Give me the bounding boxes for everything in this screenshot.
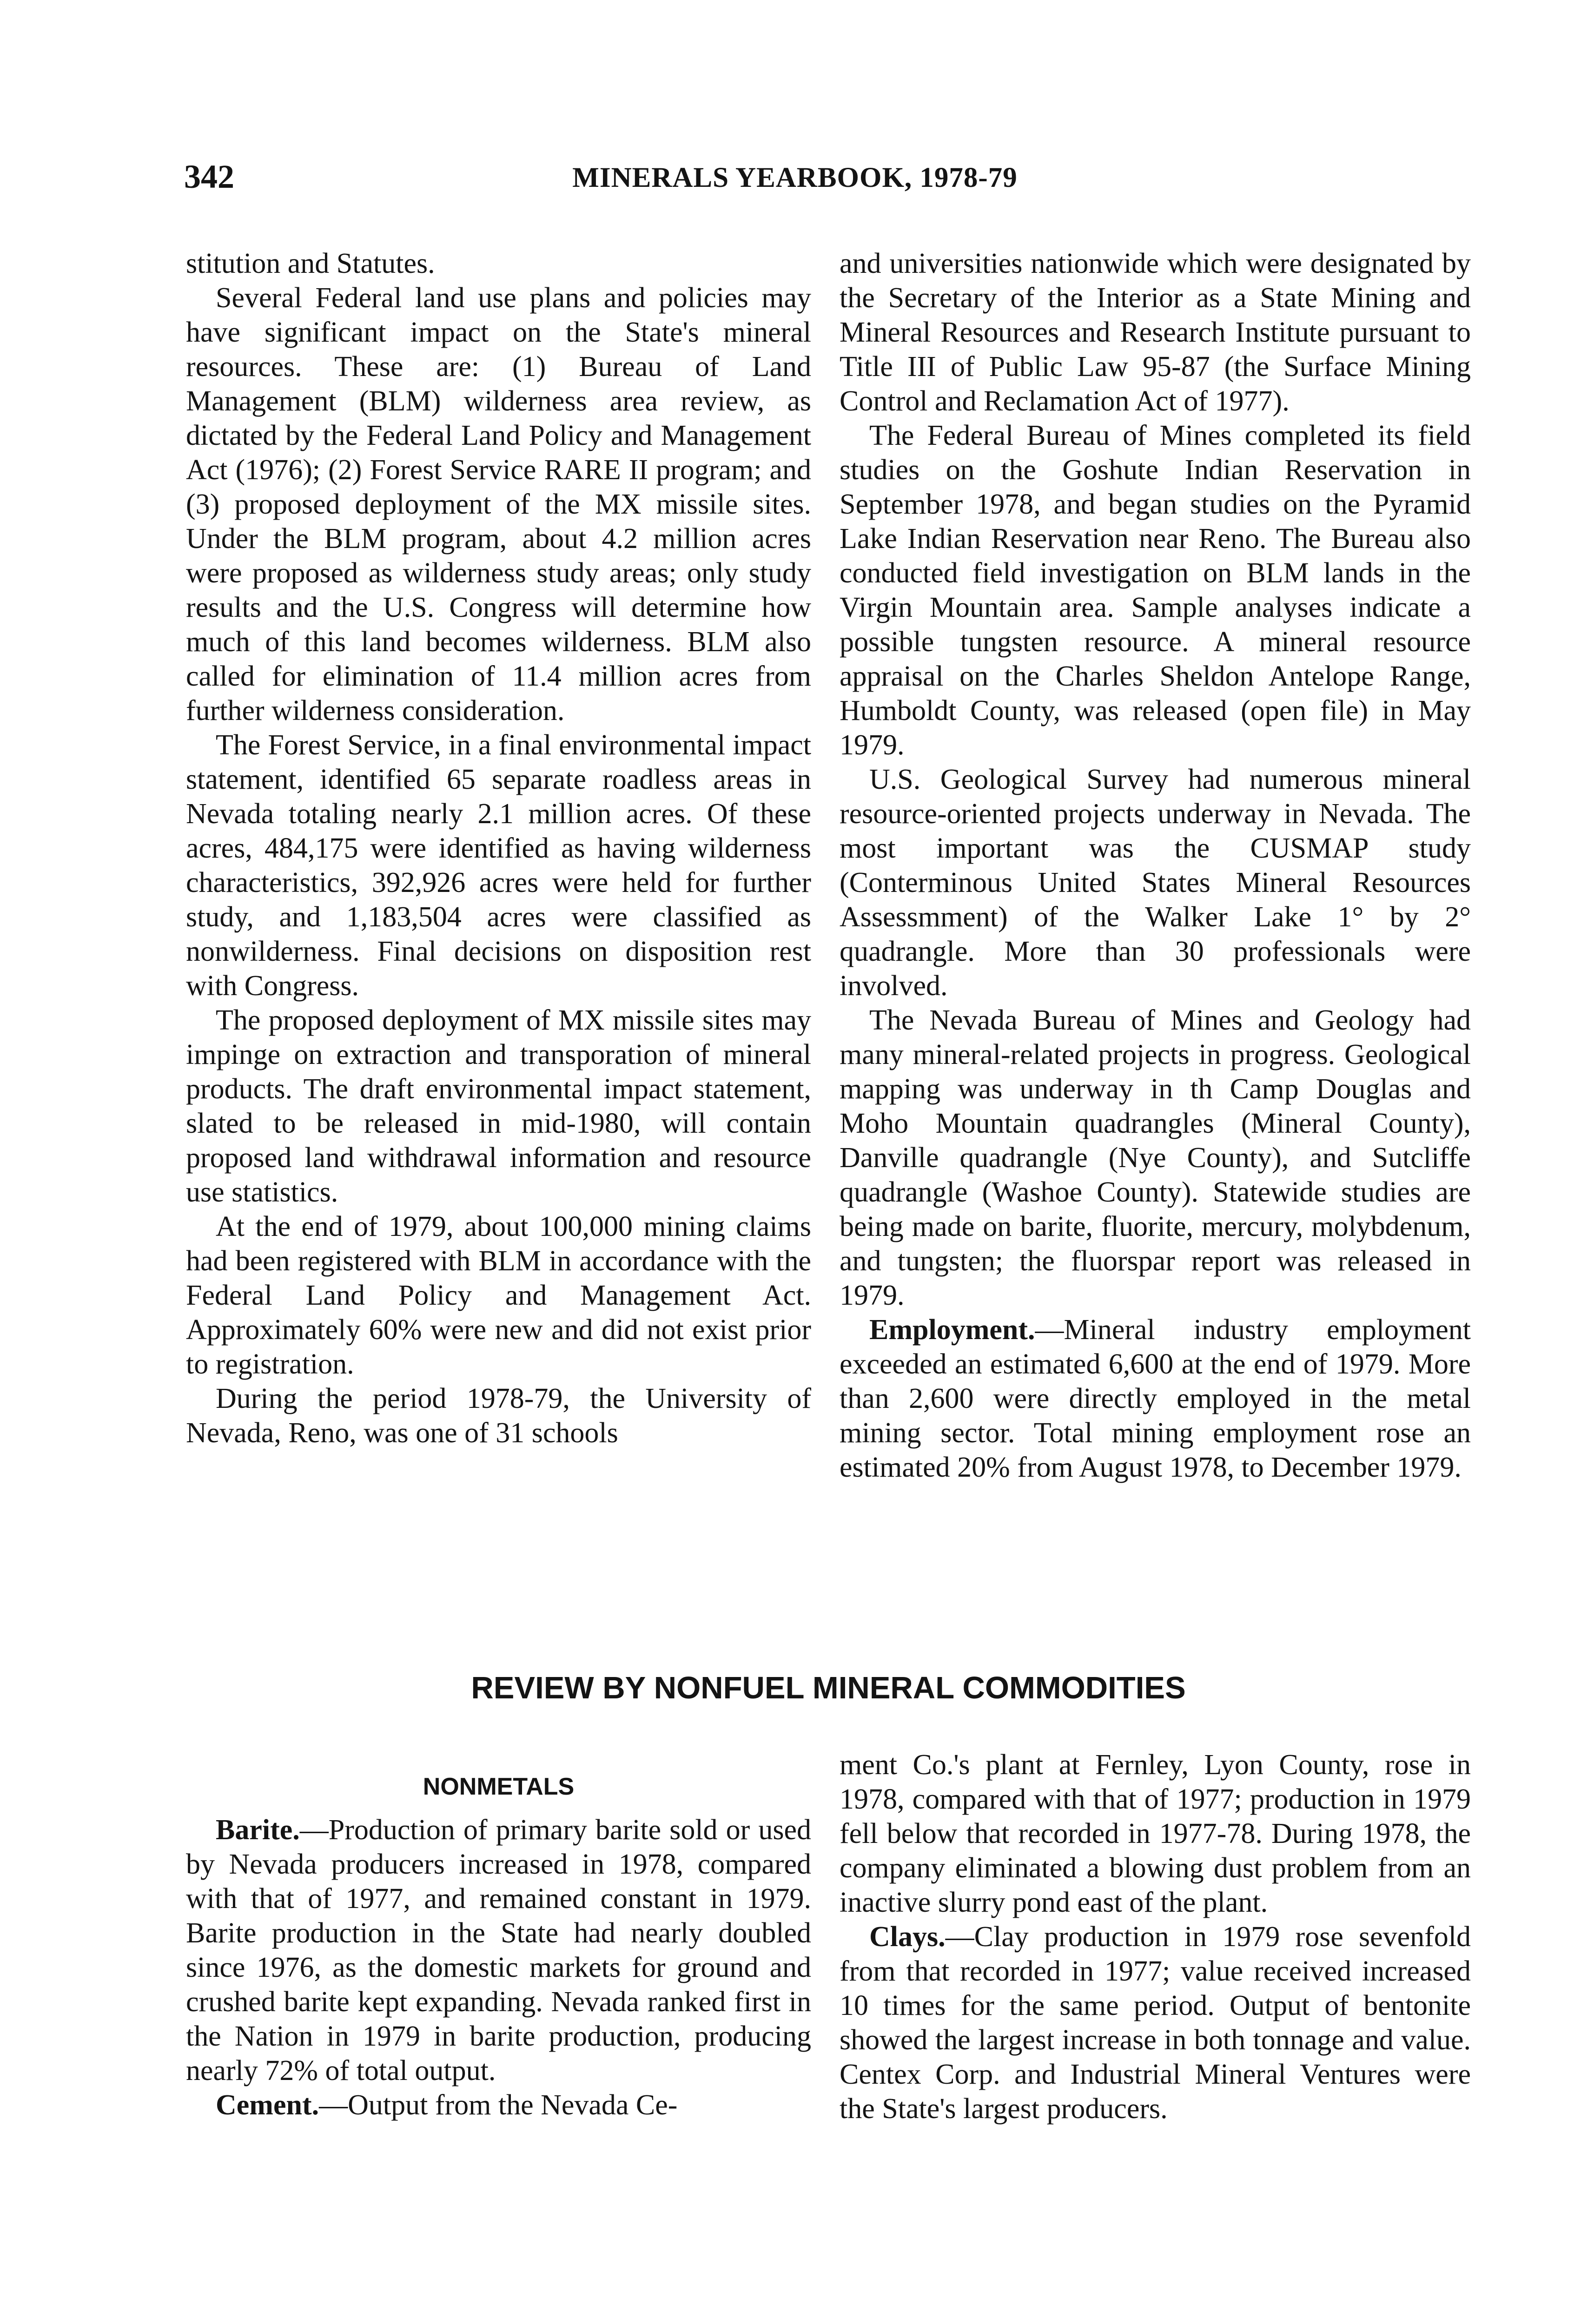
section-title: REVIEW BY NONFUEL MINERAL COMMODITIES [471,1670,1186,1705]
paragraph: stitution and Statutes. [186,248,435,279]
paragraph: U.S. Geological Survey had numerous mineral resource-oriented projects underway in Nevada. The most important was the CUSMAP study (Conterminous United States Mineral Resources Assessmment) of the Walker Lake 1° by 2° quadrangle. More than 30 professionals were involved. [840,764,1471,1002]
paragraph-body: —Output from the Nevada Ce- [319,2089,678,2121]
clays-paragraph [840,1920,1471,2126]
cement-paragraph [186,2088,811,2122]
paragraph: Several Federal land use plans and policies may have significant impact on the State's mineral resources. These are: (1) Bureau of Land Management (BLM) wilderness area review, as dictated by the Federal Land Policy and Management Act (1976); (2) Forest Service RARE II program; and (3) proposed deployment of the MX missile sites. Under the BLM program, about 4.2 million acres were proposed as wilderness study areas; only study results and the U.S. Congress will determine how much of this land becomes wilderness. BLM also called for elimination of 11.4 million acres from further wilderness consideration. [186,282,811,726]
top-right-column [840,246,1471,1485]
paragraph-body: —Production of primary barite sold or used by Nevada producers increased in 1978, compared with that of 1977, and remained constant in 1979. Barite production in the State had nearly doubled since 1976, as the domestic markets for ground and crushed barite kept expanding. Nevada ranked first in the Nation in 1979 in barite production, producing nearly 72% of total output. [186,1814,811,2086]
run-in-heading: Barite. [216,1814,300,1846]
page-number: 342 [184,158,234,195]
paragraph: and universities nationwide which were designated by the Secretary of the Interior as a State Mining and Mineral Resources and Research Institute pursuant to Title III of Public Law 95-87 (the Surface Mining Control and Reclamation Act of 1977). [840,248,1471,417]
paragraph: During the period 1978-79, the University of Nevada, Reno, was one of 31 schools [186,1383,811,1449]
subsection-title: NONMETALS [423,1773,575,1800]
employment-paragraph [840,1313,1471,1485]
run-in-heading: Cement. [216,2089,319,2121]
running-title: MINERALS YEARBOOK, 1978-79 [572,162,1018,193]
bottom-left-column [186,1813,811,2122]
run-in-heading: Clays. [869,1921,946,1953]
paragraph: The Forest Service, in a final environmental impact statement, identified 65 separate roadless areas in Nevada totaling nearly 2.1 million acres. Of these acres, 484,175 were identified as having wilderness characteristics, 392,926 acres were held for further study, and 1,183,504 acres were classified as nonwilderness. Final decisions on disposition rest with Congress. [186,729,811,1002]
paragraph-body: —Mineral industry employment exceeded an estimated 6,600 at the end of 1979. More than 2,600 were directly employed in the metal mining sector. Total mining employment rose an estimated 20% from August 1978, to December 1979. [840,1314,1471,1483]
barite-paragraph [186,1813,811,2088]
paragraph: At the end of 1979, about 100,000 mining claims had been registered with BLM in accordance with the Federal Land Policy and Management Act. Approximately 60% were new and did not exist prior to registration. [186,1211,811,1380]
run-in-heading: Employment. [869,1314,1035,1346]
paragraph: The Nevada Bureau of Mines and Geology had many mineral-related projects in progress. Geological mapping was underway in th Camp Douglas and Moho Mountain quadrangles (Mineral County), Danville quadrangle (Nye County), and Sutcliffe quadrangle (Washoe County). Statewide studies are being made on barite, fluorite, mercury, molybdenum, and tungsten; the fluorspar report was released in 1979. [840,1004,1471,1311]
paragraph: The proposed deployment of MX missile sites may impinge on extraction and transporation of mineral products. The draft environmental impact statement, slated to be released in mid-1980, will contain proposed land withdrawal information and resource use statistics. [186,1004,811,1208]
bottom-right-column [840,1748,1471,2126]
paragraph: The Federal Bureau of Mines completed its field studies on the Goshute Indian Reservation in September 1978, and began studies on the Pyramid Lake Indian Reservation near Reno. The Bureau also conducted field investigation on BLM lands in the Virgin Mountain area. Sample analyses indicate a possible tungsten resource. A mineral resource appraisal on the Charles Sheldon Antelope Range, Humboldt County, was released (open file) in May 1979. [840,420,1471,761]
top-left-column [186,246,811,1450]
paragraph-body: —Clay production in 1979 rose sevenfold from that recorded in 1977; value received increased 10 times for the same period. Output of bentonite showed the largest increase in both tonnage and value. Centex Corp. and Industrial Mineral Ventures were the State's largest producers. [840,1921,1471,2125]
paragraph: ment Co.'s plant at Fernley, Lyon County, rose in 1978, compared with that of 1977; production in 1979 fell below that recorded in 1977-78. During 1978, the company eliminated a blowing dust problem from an inactive slurry pond east of the plant. [840,1749,1471,1918]
